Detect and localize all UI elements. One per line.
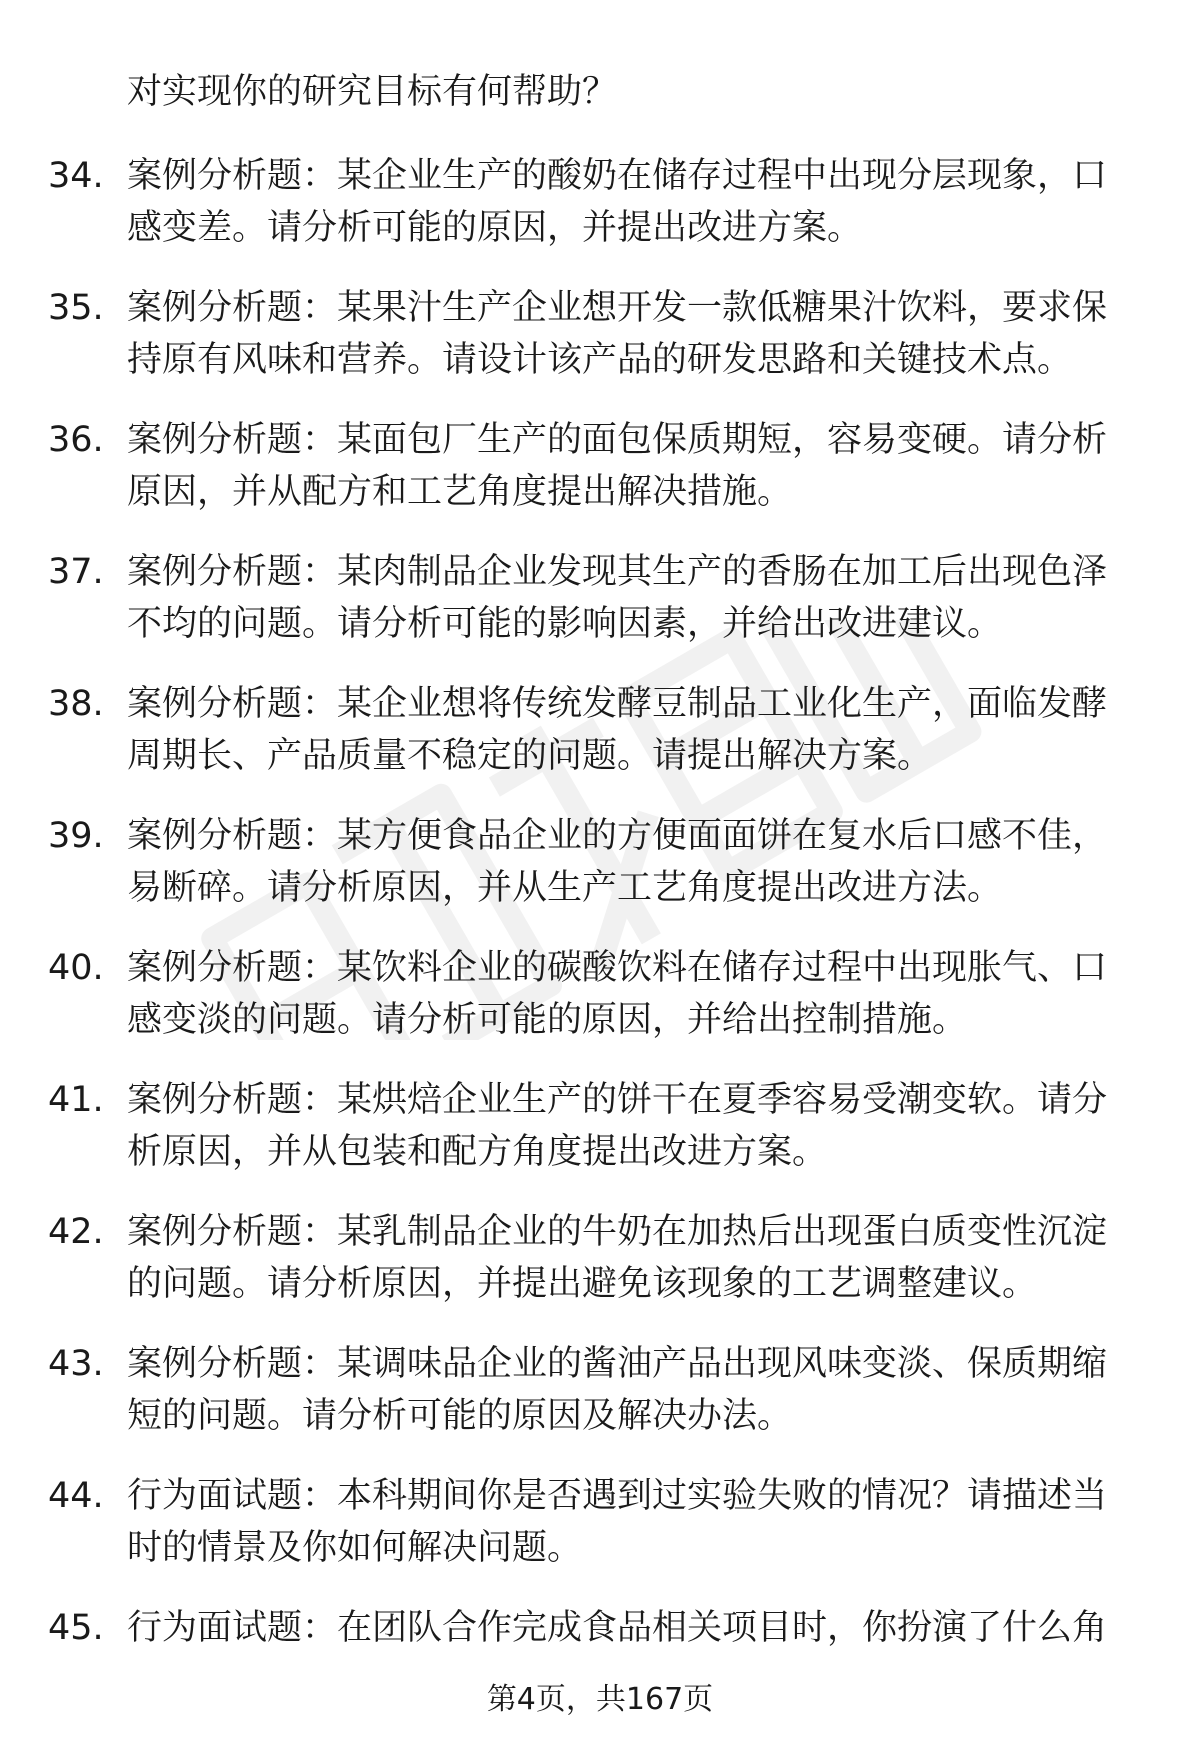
- question-number: 37.: [48, 552, 104, 592]
- question-item: [0, 810, 1200, 942]
- question-item: [0, 678, 1200, 810]
- question-line: 感变淡的问题。请分析可能的原因，并给出控制措施。: [127, 1000, 968, 1040]
- question-line: 案例分析题：某果汁生产企业想开发一款低糖果汁饮料，要求保: [127, 288, 1108, 328]
- question-item: [0, 1338, 1200, 1470]
- question-text: [127, 1338, 1137, 1442]
- question-text: [127, 1470, 1137, 1574]
- question-line: 感变差。请分析可能的原因，并提出改进方案。: [127, 208, 863, 248]
- question-text: [127, 414, 1137, 518]
- question-line: 周期长、产品质量不稳定的问题。请提出解决方案。: [127, 736, 933, 776]
- question-line: 原因，并从配方和工艺角度提出解决措施。: [127, 472, 793, 512]
- question-number: 38.: [48, 684, 104, 724]
- question-number: 36.: [48, 420, 104, 460]
- question-item: [0, 150, 1200, 282]
- question-text: [127, 150, 1137, 254]
- question-number: 39.: [48, 816, 104, 856]
- question-number: 41.: [48, 1080, 104, 1120]
- question-line: 的问题。请分析原因，并提出避免该现象的工艺调整建议。: [127, 1264, 1038, 1304]
- question-item: [0, 1470, 1200, 1602]
- question-text: [127, 942, 1137, 1046]
- question-number: 44.: [48, 1476, 104, 1516]
- question-list: [0, 150, 1200, 1734]
- question-text: [127, 1602, 1137, 1654]
- question-line: 易断碎。请分析原因，并从生产工艺角度提出改进方法。: [127, 868, 1003, 908]
- question-line: 案例分析题：某企业生产的酸奶在储存过程中出现分层现象，口: [127, 156, 1108, 196]
- question-line: 行为面试题：在团队合作完成食品相关项目时，你扮演了什么角: [127, 1608, 1108, 1648]
- question-item: [0, 1074, 1200, 1206]
- question-line: 行为面试题：本科期间你是否遇到过实验失败的情况？请描述当: [127, 1476, 1108, 1516]
- question-item: [0, 282, 1200, 414]
- question-line: 案例分析题：某调味品企业的酱油产品出现风味变淡、保质期缩: [127, 1344, 1108, 1384]
- question-item: [0, 414, 1200, 546]
- question-number: 34.: [48, 156, 104, 196]
- question-item: [0, 942, 1200, 1074]
- question-text: [127, 1074, 1137, 1178]
- question-line: 案例分析题：某饮料企业的碳酸饮料在储存过程中出现胀气、口: [127, 948, 1108, 988]
- question-text: [127, 678, 1137, 782]
- question-line: 案例分析题：某面包厂生产的面包保质期短，容易变硬。请分析: [127, 420, 1108, 460]
- question-line: 时的情景及你如何解决问题。: [127, 1528, 583, 1568]
- question-line: 案例分析题：某烘焙企业生产的饼干在夏季容易受潮变软。请分: [127, 1080, 1108, 1120]
- question-line: 案例分析题：某企业想将传统发酵豆制品工业化生产，面临发酵: [127, 684, 1108, 724]
- question-line: 案例分析题：某方便食品企业的方便面面饼在复水后口感不佳，: [127, 816, 1108, 856]
- question-line: 析原因，并从包装和配方角度提出改进方案。: [127, 1132, 828, 1172]
- question-text: [127, 282, 1137, 386]
- question-line: 案例分析题：某乳制品企业的牛奶在加热后出现蛋白质变性沉淀: [127, 1212, 1108, 1252]
- question-line: 不均的问题。请分析可能的影响因素，并给出改进建议。: [127, 604, 1003, 644]
- continuation-line: 对实现你的研究目标有何帮助？: [127, 72, 618, 112]
- question-number: 35.: [48, 288, 104, 328]
- question-line: 持原有风味和营养。请设计该产品的研发思路和关键技术点。: [127, 340, 1073, 380]
- question-text: [127, 1206, 1137, 1310]
- question-item: [0, 546, 1200, 678]
- question-number: 40.: [48, 948, 104, 988]
- question-line: 短的问题。请分析可能的原因及解决办法。: [127, 1396, 793, 1436]
- question-number: 42.: [48, 1212, 104, 1252]
- question-number: 43.: [48, 1344, 104, 1384]
- question-text: [127, 810, 1137, 914]
- question-line: 案例分析题：某肉制品企业发现其生产的香肠在加工后出现色泽: [127, 552, 1108, 592]
- question-number: 45.: [48, 1608, 104, 1648]
- question-item: [0, 1206, 1200, 1338]
- page-footer: 第4页，共167页: [486, 1682, 714, 1717]
- question-text: [127, 546, 1137, 650]
